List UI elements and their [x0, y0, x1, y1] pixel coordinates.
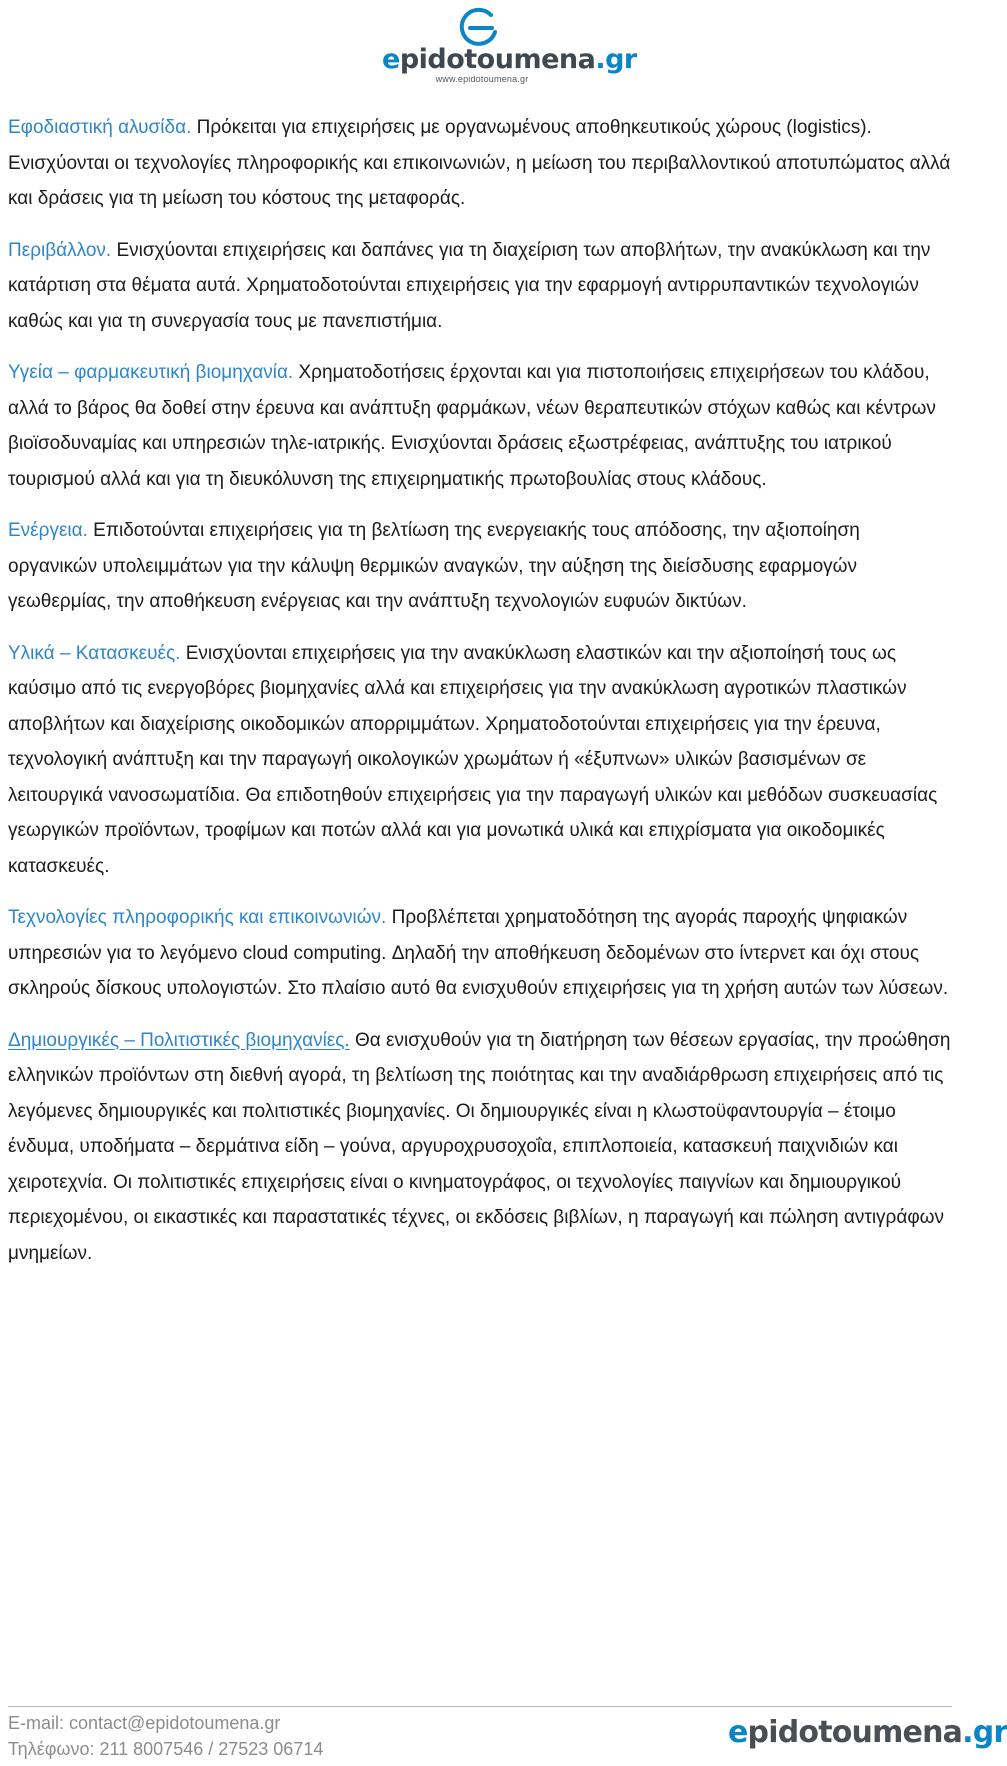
logo-suffix: .gr	[595, 44, 637, 75]
paragraph	[8, 110, 952, 217]
brand-logo[interactable]	[382, 4, 637, 84]
paragraph	[8, 636, 952, 885]
footer-logo-prefix: e	[728, 1715, 748, 1750]
section-text: Ενισχύονται επιχειρήσεις για την ανακύκλωση ελαστικών και την αξιοποίησή τους ως καύσιμο από τις ενεργοβόρες βιομηχανίες αλλά και επιχειρήσεις για την ανακύκλωση αγροτικών πλαστικών αποβλήτων και διαχείρισης οικοδομικών απορριμμάτων. Χρηματοδοτούνται επιχειρήσεις για την έρευνα, τεχνολογική ανάπτυξη και την παραγωγή οικολογικών χρωμάτων ή «έξυπνων» υλικών βασισμένων σε λειτουργικά νανοσωματίδια. Θα επιδοτηθούν επιχειρήσεις για την παραγωγή υλικών και μεθόδων συσκευασίας γεωργικών προϊόντων, τροφίμων και ποτών αλλά και για μονωτικά υλικά και επιχρίσματα για οικοδομικές κατασκευές.	[8, 642, 938, 877]
section-environment	[8, 233, 952, 340]
logo-wordmark	[382, 44, 637, 75]
logo-url: www.epidotoumena.gr	[435, 74, 529, 84]
footer-phone: Τηλέφωνο: 211 8007546 / 27523 06714	[8, 1739, 324, 1759]
section-creative	[8, 1023, 952, 1272]
paragraph	[8, 355, 952, 497]
paragraph	[8, 1023, 952, 1272]
section-supply-chain	[8, 110, 952, 217]
section-heading: Υλικά – Κατασκευές.	[8, 642, 181, 664]
paragraph	[8, 233, 952, 340]
section-energy	[8, 513, 952, 620]
section-health	[8, 355, 952, 497]
section-heading: Περιβάλλον.	[8, 239, 112, 261]
header-logo	[0, 4, 960, 82]
footer-logo[interactable]	[728, 1716, 1007, 1750]
section-heading: Ενέργεια.	[8, 520, 88, 541]
section-heading: Δημιουργικές – Πολιτιστικές βιομηχανίες.	[8, 1029, 350, 1051]
logo-prefix: e	[382, 44, 400, 75]
footer-logo-suffix: .gr	[962, 1715, 1007, 1750]
section-text: Πρόκειται για επιχειρήσεις με οργανωμένους αποθηκευτικούς χώρους (logistics). Ενισχύονται οι τεχνολογίες πληροφορικής και επικοινωνιών, η μείωση του περιβαλλοντικού αποτυπώματος αλλά και δράσεις για τη μείωση του κόστους της μεταφοράς.	[8, 117, 951, 209]
section-text: Προβλέπεται χρηματοδότηση της αγοράς παροχής ψηφιακών υπηρεσιών για το λεγόμενο cloud computing. Δηλαδή την αποθήκευση δεδομένων στο ίντερνετ και όχι στους σκληρούς δίσκους υπολογιστών. Στο πλαίσιο αυτό θα ενισχυθούν επιχειρήσεις για τη χρήση αυτών των λύσεων.	[8, 907, 949, 999]
paragraph	[8, 513, 952, 620]
section-text: Ενισχύονται επιχειρήσεις και δαπάνες για τη διαχείριση των αποβλήτων, την ανακύκλωση και την κατάρτιση στα θέματα αυτά. Χρηματοδοτούνται επιχειρήσεις για την εφαρμογή αντιρρυπαντικών τεχνολογιών καθώς και για τη συνεργασία τους με πανεπιστήμια.	[8, 239, 931, 332]
footer-logo-word: pidotoumena	[747, 1715, 963, 1750]
paragraph	[8, 900, 952, 1007]
section-text: Επιδοτούνται επιχειρήσεις για τη βελτίωση της ενεργειακής τους απόδοσης, την αξιοποίηση οργανικών υπολειμμάτων για την κάλυψη θερμικών αναγκών, την αύξηση της διείσδυσης εφαρμογών γεωθερμίας, την αποθήκευση ενέργειας και την ανάπτυξη τεχνολογιών ευφυών δικτύων.	[8, 520, 860, 612]
document-body	[8, 110, 952, 1287]
footer-email[interactable]: E-mail: contact@epidotoumena.gr	[8, 1713, 281, 1733]
section-ict	[8, 900, 952, 1007]
logo-word: pidotoumena	[399, 44, 596, 75]
section-text: Χρηματοδοτήσεις έρχονται και για πιστοποιήσεις επιχειρήσεων του κλάδου, αλλά το βάρος θα δοθεί στην έρευνα και ανάπτυξη φαρμάκων, νέων θεραπευτικών στόχων καθώς και κέντρων βιοϊσοδυναμίας και υπηρεσιών τηλε-ιατρικής. Ενισχύονται δράσεις εξωστρέφειας, ανάπτυξης του ιατρικού τουρισμού αλλά και για τη διευκόλυνση της επιχειρηματικής πρωτοβουλίας στους κλάδους.	[8, 362, 936, 490]
section-heading: Εφοδιαστική αλυσίδα.	[8, 117, 192, 138]
section-text: Θα ενισχυθούν για τη διατήρηση των θέσεων εργασίας, την προώθηση ελληνικών προϊόντων στη διεθνή αγορά, τη βελτίωση της ποιότητας και την αναδιάρθρωση επιχειρήσεις από τις λεγόμενες δημιουργικές και πολιτιστικές βιομηχανίες. Οι δημιουργικές είναι η κλωστοϋφαντουργία – έτοιμο ένδυμα, υποδήματα – δερμάτινα είδη – γούνα, αργυροχρυσοχοΐα, επιπλοποιεία, κατασκευή παιχνιδιών και χειροτεχνία. Οι πολιτιστικές επιχειρήσεις είναι ο κινηματογράφος, οι τεχνολογίες παιγνίων και δημιουργικού περιεχομένου, οι εικαστικές και παραστατικές τέχνες, οι εκδόσεις βιβλίων, η παραγωγή και πώληση αντιγράφων μνημείων.	[8, 1029, 951, 1264]
footer-divider	[8, 1706, 952, 1707]
section-heading: Υγεία – φαρμακευτική βιομηχανία.	[8, 362, 294, 383]
section-materials	[8, 636, 952, 885]
section-heading: Τεχνολογίες πληροφορικής και επικοινωνιών.	[8, 907, 387, 928]
